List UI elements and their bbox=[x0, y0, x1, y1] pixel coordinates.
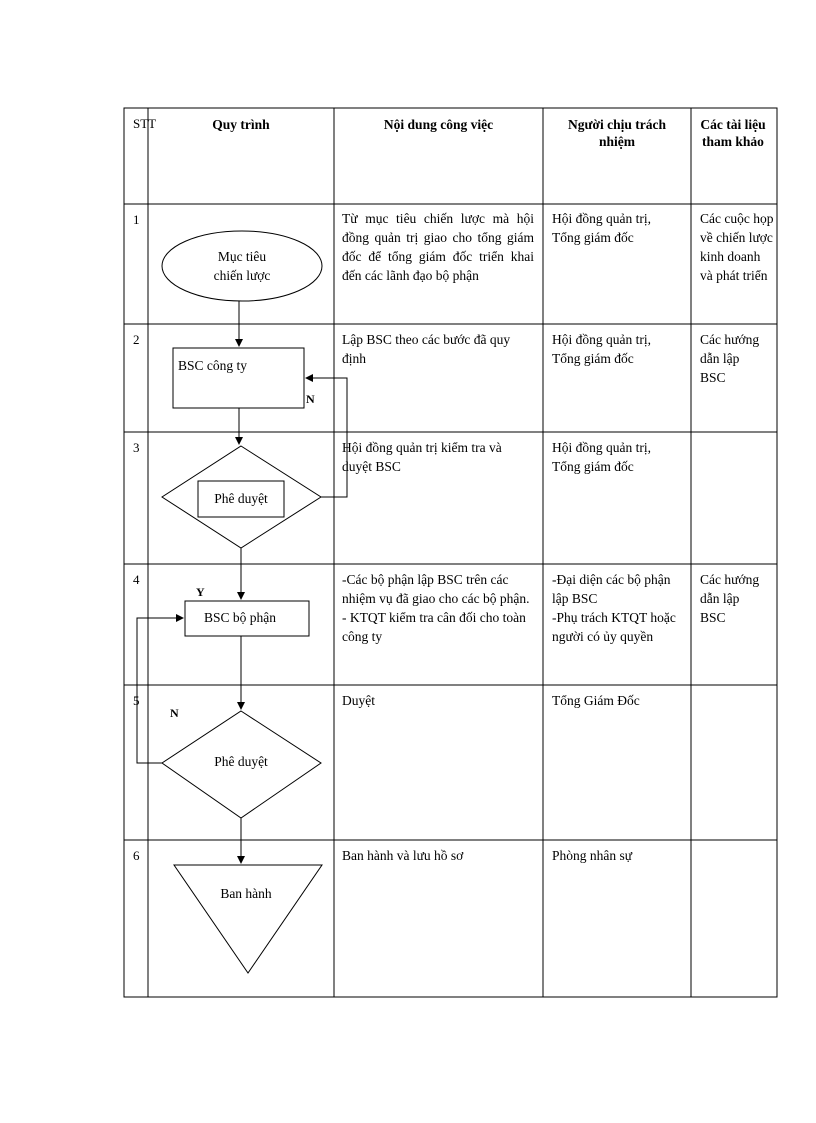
row-4-stt: 4 bbox=[133, 572, 140, 587]
header-content: Nội dung công việc bbox=[383, 117, 494, 132]
flow-start-label: Mục tiêu chiến lược bbox=[213, 249, 271, 283]
flow-approve-1-label: Phê duyệt bbox=[214, 491, 268, 506]
row-5-responsible: Tổng Giám Đốc bbox=[552, 693, 640, 708]
row-1-responsible: Hội đồng quản trị, Tổng giám đốc bbox=[552, 211, 651, 245]
row-4-responsible: -Đại diện các bộ phận lập BSC -Phụ trách KTQT hoặc người có ủy quyền bbox=[552, 572, 676, 644]
header-stt: STT bbox=[133, 116, 157, 131]
header-references: Các tài liệu tham khảo bbox=[700, 117, 766, 149]
flow-marker-y: Y bbox=[196, 585, 205, 599]
header-process: Quy trình bbox=[212, 117, 270, 132]
flow-company-bsc-label: BSC công ty bbox=[178, 358, 248, 373]
row-6-content: Ban hành và lưu hồ sơ bbox=[342, 848, 464, 863]
row-2-references: Các hướng dẫn lập BSC bbox=[700, 332, 760, 385]
row-2-stt: 2 bbox=[133, 332, 140, 347]
flowchart-shapes bbox=[162, 231, 322, 973]
flow-marker-n: N bbox=[306, 392, 315, 406]
row-5-stt: 5 bbox=[133, 693, 140, 708]
flow-dept-bsc-label: BSC bộ phận bbox=[203, 610, 276, 625]
row-5-content: Duyệt bbox=[342, 693, 375, 708]
row-3-content: Hội đồng quản trị kiểm tra và duyệt BSC bbox=[342, 440, 502, 474]
header-responsible: Người chịu trách nhiệm bbox=[567, 117, 667, 149]
row-1-references: Các cuộc họp về chiến lược kinh doanh và phát triển bbox=[700, 211, 774, 283]
row-4-references: Các hướng dẫn lập BSC bbox=[700, 572, 760, 625]
row-1-content: Từ mục tiêu chiến lược mà hội đồng quản trị giao cho tổng giám đốc để tổng giám đốc triển khai đến các lãnh đạo bộ phận bbox=[342, 211, 534, 283]
issue-triangle bbox=[174, 865, 322, 973]
flow-issue-label: Ban hành bbox=[220, 886, 272, 901]
row-2-content: Lập BSC theo các bước đã quy định bbox=[342, 332, 511, 366]
row-6-stt: 6 bbox=[133, 848, 140, 863]
row-3-stt: 3 bbox=[133, 440, 140, 455]
row-2-responsible: Hội đồng quản trị, Tổng giám đốc bbox=[552, 332, 651, 366]
row-1-stt: 1 bbox=[133, 212, 140, 227]
row-3-responsible: Hội đồng quản trị, Tổng giám đốc bbox=[552, 440, 651, 474]
row-6-responsible: Phòng nhân sự bbox=[552, 848, 633, 863]
row-4-content: -Các bộ phận lập BSC trên các nhiệm vụ đã giao cho các bộ phận. - KTQT kiểm tra cân đối cho toàn công ty bbox=[342, 572, 530, 644]
flow-approve-2-label: Phê duyệt bbox=[214, 754, 268, 769]
flow-marker-n2: N bbox=[170, 706, 179, 720]
